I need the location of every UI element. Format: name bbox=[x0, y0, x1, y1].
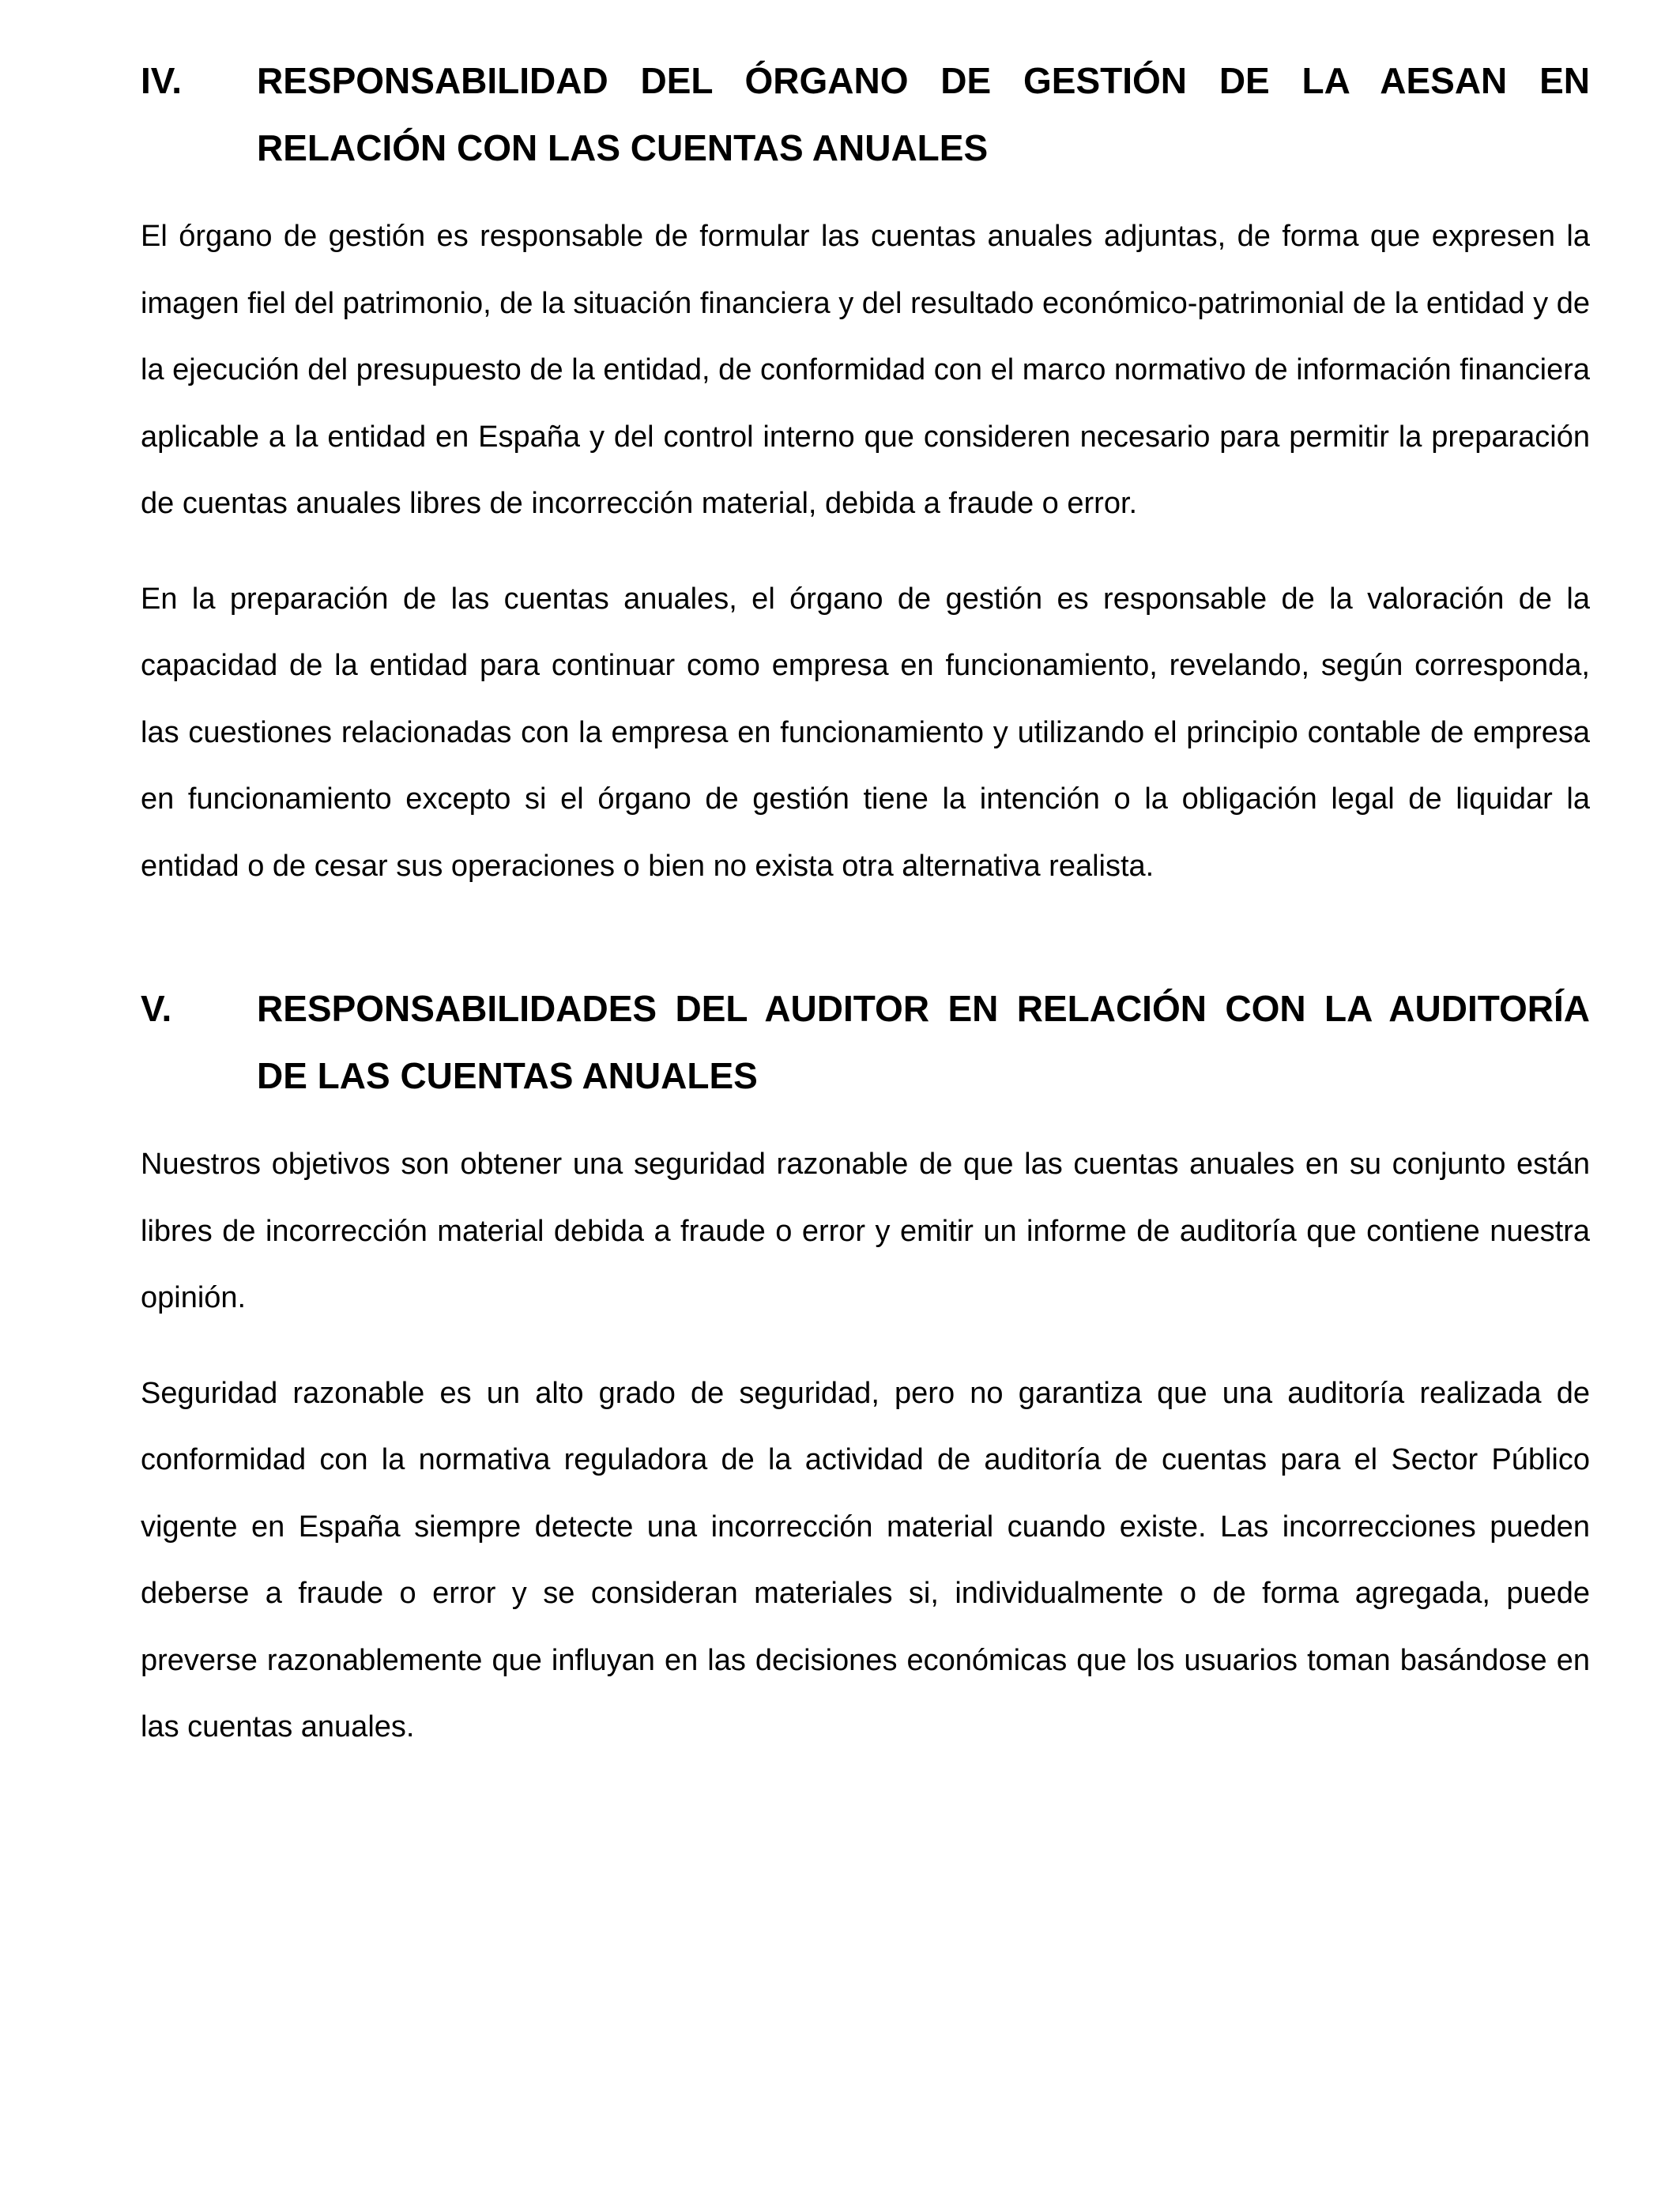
section-iv bbox=[141, 47, 1590, 899]
section-number: V. bbox=[141, 988, 172, 1029]
document-page bbox=[141, 47, 1590, 1761]
section-v bbox=[141, 975, 1590, 1761]
section-number: IV. bbox=[141, 60, 183, 101]
section-title: RESPONSABILIDADES DEL AUDITOR EN RELACIÓN CON LA AUDITORÍA DE LAS CUENTAS ANUALES bbox=[257, 988, 1590, 1096]
paragraph: En la preparación de las cuentas anuales, el órgano de gestión es responsable de la valoración de la capacidad de la entidad para continuar como empresa en funcionamiento, revelando, según corresponda, las cuestiones relacionadas con la empresa en funcionamiento y utilizando el principio contable de empresa en funcionamiento excepto si el órgano de gestión tiene la intención o la obligación legal de liquidar la entidad o de cesar sus operaciones o bien no exista otra alternativa realista. bbox=[141, 582, 1590, 883]
section-heading bbox=[141, 975, 1590, 1110]
paragraph: Seguridad razonable es un alto grado de seguridad, pero no garantiza que una auditoría realizada de conformidad con la normativa reguladora de la actividad de auditoría de cuentas para el Sector Público vigente en España siempre detecte una incorrección material cuando existe. Las incorrecciones pueden deberse a fraude o error y se consideran materiales si, individualmente o de forma agregada, puede preverse razonablemente que influyan en las decisiones económicas que los usuarios toman basándose en las cuentas anuales. bbox=[141, 1376, 1590, 1744]
section-heading bbox=[141, 47, 1590, 182]
paragraph: Nuestros objetivos son obtener una seguridad razonable de que las cuentas anuales en su conjunto están libres de incorrección material debida a fraude o error y emitir un informe de auditoría que contiene nuestra opinión. bbox=[141, 1148, 1590, 1314]
paragraph: El órgano de gestión es responsable de formular las cuentas anuales adjuntas, de forma que expresen la imagen fiel del patrimonio, de la situación financiera y del resultado económico-patrimonial de la entidad y de la ejecución del presupuesto de la entidad, de conformidad con el marco normativo de información financiera aplicable a la entidad en España y del control interno que consideren necesario para permitir la preparación de cuentas anuales libres de incorrección material, debida a fraude o error. bbox=[141, 220, 1590, 520]
section-title: RESPONSABILIDAD DEL ÓRGANO DE GESTIÓN DE LA AESAN EN RELACIÓN CON LAS CUENTAS ANUALES bbox=[257, 60, 1590, 168]
